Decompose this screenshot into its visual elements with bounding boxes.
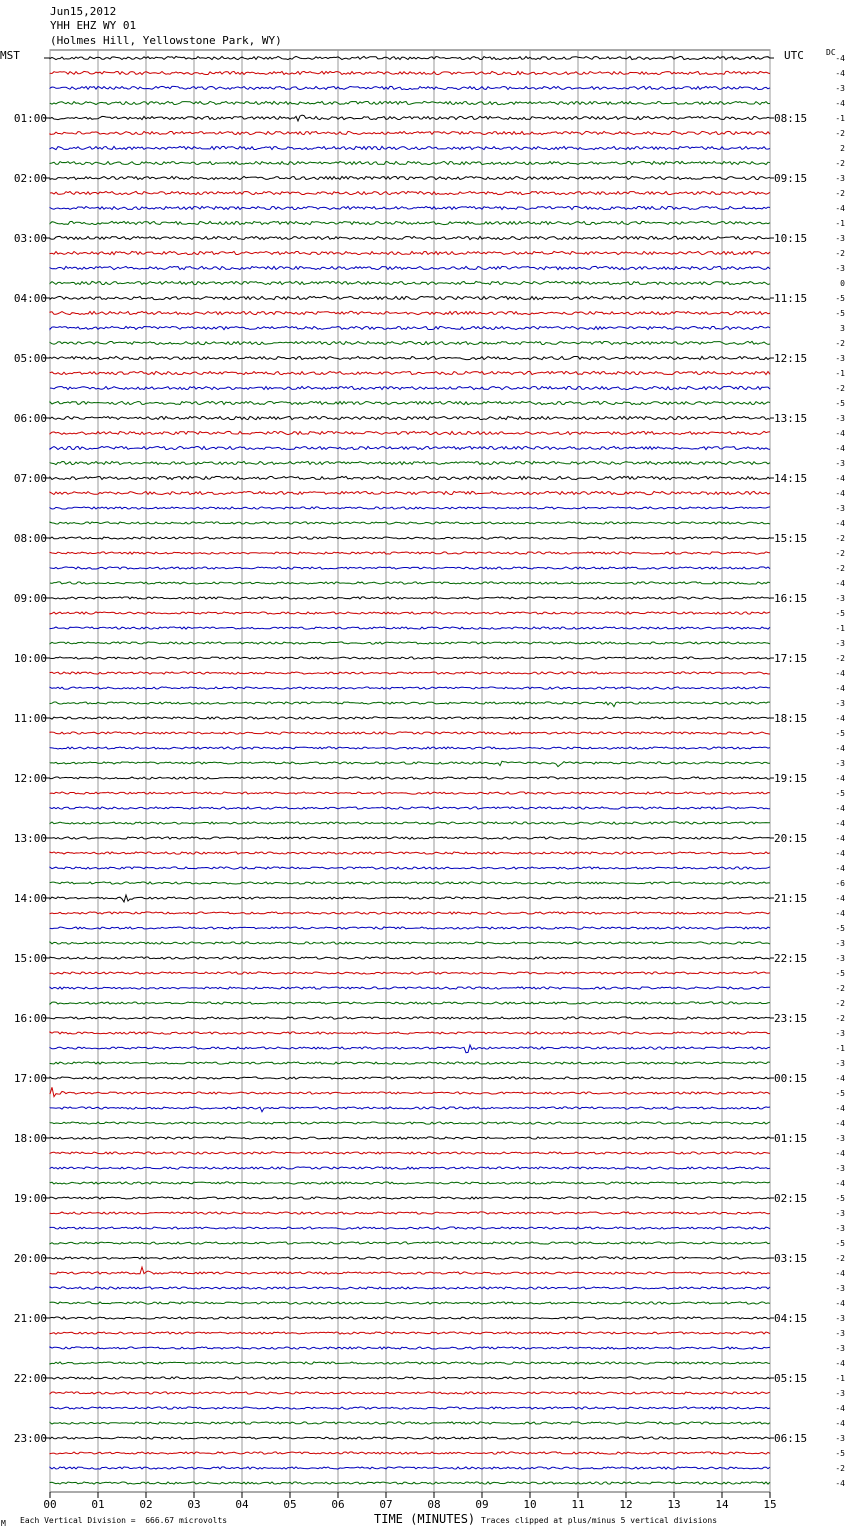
dc-offset-label: -1 (835, 1044, 845, 1053)
utc-hour-label: 21:15 (774, 892, 808, 905)
trace-line (50, 1077, 770, 1079)
trace-line (50, 401, 770, 404)
trace-line (50, 1422, 770, 1424)
trace-line (50, 311, 770, 314)
trace-line (50, 1122, 770, 1124)
utc-hour-label: 16:15 (774, 592, 808, 605)
dc-offset-label: -4 (835, 1419, 845, 1428)
dc-offset-label: -3 (835, 174, 845, 183)
dc-offset-label: -2 (835, 384, 845, 393)
trace-line (50, 1032, 770, 1034)
trace-line (50, 1437, 770, 1439)
x-tick-label: 00 (43, 1498, 57, 1511)
x-tick-label: 08 (427, 1498, 441, 1511)
dc-offset-label: -2 (835, 1464, 845, 1473)
mst-hour-label: 01:00 (13, 112, 47, 125)
x-tick-label: 04 (235, 1498, 249, 1511)
dc-offset-label: -3 (835, 759, 845, 768)
dc-offset-label: 2 (840, 144, 845, 153)
dc-offset-label: -3 (835, 639, 845, 648)
x-tick-label: 05 (283, 1498, 297, 1511)
trace-line (50, 56, 770, 59)
x-tick-label: 01 (91, 1498, 105, 1511)
footer-mark: M (1, 1519, 6, 1528)
utc-hour-label: 04:15 (774, 1312, 808, 1325)
dc-offset-label: -3 (835, 1344, 845, 1353)
trace-line (50, 777, 770, 779)
trace-line (50, 1467, 770, 1469)
mst-hour-label: 14:00 (13, 892, 47, 905)
trace-line (50, 1452, 770, 1454)
trace-line (50, 1347, 770, 1349)
x-tick-label: 03 (187, 1498, 201, 1511)
trace-line (50, 1317, 770, 1319)
mst-hour-label: 11:00 (13, 712, 47, 725)
trace-line (50, 732, 770, 734)
dc-offset-label: -4 (835, 579, 845, 588)
trace-line (50, 1302, 770, 1304)
mst-hour-label: 04:00 (13, 292, 47, 305)
mst-hour-label: 19:00 (13, 1192, 47, 1205)
utc-hour-label: 03:15 (774, 1252, 808, 1265)
dc-offset-label: -3 (835, 1134, 845, 1143)
dc-offset-label: -3 (835, 414, 845, 423)
dc-offset-label: -4 (835, 1404, 845, 1413)
trace-line (50, 251, 770, 254)
mst-hour-label: 22:00 (13, 1372, 47, 1385)
trace-line (50, 1182, 770, 1184)
trace-line (50, 476, 770, 479)
dc-offset-label: -2 (835, 189, 845, 198)
dc-offset-label: -4 (835, 1179, 845, 1188)
dc-offset-label: -4 (835, 714, 845, 723)
mst-axis-label: MST (0, 49, 20, 62)
utc-hour-label: 17:15 (774, 652, 808, 665)
trace-line (50, 1152, 770, 1154)
utc-hour-label: 12:15 (774, 352, 808, 365)
dc-offset-label: -1 (835, 624, 845, 633)
dc-offset-label: -4 (835, 744, 845, 753)
mst-hour-label: 05:00 (13, 352, 47, 365)
dc-offset-label: -2 (835, 549, 845, 558)
dc-offset-label: -4 (835, 99, 845, 108)
mst-hour-label: 18:00 (13, 1132, 47, 1145)
trace-line (50, 582, 770, 584)
trace-line (50, 867, 770, 869)
trace-line (50, 1212, 770, 1214)
dc-offset-label: -2 (835, 249, 845, 258)
dc-offset-label: -4 (835, 444, 845, 453)
utc-hour-label: 01:15 (774, 1132, 808, 1145)
dc-offset-label: -4 (835, 1359, 845, 1368)
trace-line (50, 1377, 770, 1379)
trace-line (50, 131, 770, 134)
trace-line (50, 266, 770, 269)
dc-offset-label: -5 (835, 924, 845, 933)
dc-offset-label: -5 (835, 1239, 845, 1248)
trace-line (50, 191, 770, 194)
dc-offset-label: -3 (835, 1164, 845, 1173)
mst-hour-label: 02:00 (13, 172, 47, 185)
utc-hour-label: 09:15 (774, 172, 808, 185)
clip-note: Traces clipped at plus/minus 5 vertical divisions (481, 1516, 718, 1525)
trace-line (50, 761, 770, 766)
dc-offset-label: -4 (835, 1104, 845, 1113)
mst-hour-label: 17:00 (13, 1072, 47, 1085)
dc-offset-label: -5 (835, 729, 845, 738)
dc-offset-label: -2 (835, 339, 845, 348)
trace-line (50, 1407, 770, 1409)
trace-line (50, 491, 770, 494)
dc-offset-label: -3 (835, 234, 845, 243)
trace-line (50, 687, 770, 689)
trace-line (50, 627, 770, 629)
dc-offset-label: -3 (835, 1029, 845, 1038)
dc-offset-label: -2 (835, 129, 845, 138)
dc-offset-label: -3 (835, 354, 845, 363)
trace-line (50, 642, 770, 644)
dc-offset-label: -3 (835, 1059, 845, 1068)
trace-line (50, 446, 770, 449)
trace-line (50, 552, 770, 554)
utc-hour-label: 13:15 (774, 412, 808, 425)
trace-line (50, 115, 770, 121)
trace-line (50, 597, 770, 599)
trace-line (50, 792, 770, 794)
utc-hour-label: 23:15 (774, 1012, 808, 1025)
dc-offset-label: -3 (835, 939, 845, 948)
x-tick-label: 07 (379, 1498, 393, 1511)
utc-hour-label: 15:15 (774, 532, 808, 545)
utc-axis-label: UTC (784, 49, 804, 62)
plot-date: Jun15,2012 (50, 5, 117, 18)
utc-hour-label: 10:15 (774, 232, 808, 245)
trace-line (50, 942, 770, 944)
trace-line (50, 717, 770, 719)
dc-offset-label: -3 (835, 1314, 845, 1323)
utc-hour-label: 08:15 (774, 112, 808, 125)
x-axis-label: TIME (MINUTES) (374, 1512, 476, 1526)
dc-offset-label: -4 (835, 204, 845, 213)
dc-offset-label: -3 (835, 1224, 845, 1233)
trace-line (50, 895, 770, 902)
dc-offset-label: -2 (835, 654, 845, 663)
utc-hour-label: 22:15 (774, 952, 808, 965)
dc-offset-label: -4 (835, 894, 845, 903)
x-tick-label: 10 (523, 1498, 537, 1511)
utc-hour-label: 02:15 (774, 1192, 808, 1205)
trace-line (50, 1002, 770, 1004)
trace-line (50, 86, 770, 89)
dc-offset-label: -4 (835, 519, 845, 528)
trace-line (50, 822, 770, 824)
trace-line (50, 101, 770, 104)
dc-offset-label: -4 (835, 684, 845, 693)
utc-hour-label: 00:15 (774, 1072, 808, 1085)
trace-line (50, 461, 770, 464)
mst-hour-label: 03:00 (13, 232, 47, 245)
dc-offset-label: -5 (835, 1194, 845, 1203)
trace-line (50, 837, 770, 839)
dc-offset-label: -4 (835, 474, 845, 483)
dc-offset-label: -4 (835, 429, 845, 438)
trace-line (50, 912, 770, 914)
dc-offset-label: -1 (835, 1374, 845, 1383)
x-tick-label: 11 (571, 1498, 585, 1511)
trace-line (50, 221, 770, 224)
dc-offset-label: -4 (835, 864, 845, 873)
trace-line (50, 1137, 770, 1139)
dc-offset-label: -4 (835, 804, 845, 813)
dc-offset-label: -5 (835, 609, 845, 618)
dc-offset-label: -3 (835, 504, 845, 513)
dc-offset-label: -4 (835, 1479, 845, 1488)
dc-offset-label: -5 (835, 399, 845, 408)
trace-line (50, 1087, 770, 1096)
trace-line (50, 747, 770, 749)
dc-offset-label: -4 (835, 1119, 845, 1128)
dc-offset-label: -4 (835, 1074, 845, 1083)
mst-hour-label: 21:00 (13, 1312, 47, 1325)
trace-line (50, 341, 770, 344)
dc-offset-label: -1 (835, 219, 845, 228)
trace-line (50, 702, 770, 707)
trace-line (50, 296, 770, 299)
dc-offset-label: -4 (835, 54, 845, 63)
trace-line (50, 1287, 770, 1289)
trace-line (50, 1062, 770, 1064)
trace-line (50, 281, 770, 284)
trace-line (50, 1045, 770, 1053)
dc-offset-label: -3 (835, 699, 845, 708)
plot-frame (50, 50, 770, 1492)
trace-line (50, 957, 770, 959)
x-tick-label: 13 (667, 1498, 681, 1511)
dc-offset-label: -5 (835, 1089, 845, 1098)
dc-offset-label: -3 (835, 459, 845, 468)
dc-offset-label: -2 (835, 564, 845, 573)
trace-line (50, 206, 770, 209)
utc-hour-label: 20:15 (774, 832, 808, 845)
dc-offset-label: -6 (835, 879, 845, 888)
utc-hour-label: 14:15 (774, 472, 808, 485)
trace-line (50, 882, 770, 884)
dc-offset-label: -2 (835, 1254, 845, 1263)
utc-hour-label: 18:15 (774, 712, 808, 725)
trace-line (50, 1362, 770, 1364)
dc-offset-label: -1 (835, 369, 845, 378)
utc-hour-label: 05:15 (774, 1372, 808, 1385)
trace-line (50, 1257, 770, 1259)
dc-offset-label: -2 (835, 159, 845, 168)
trace-line (50, 431, 770, 434)
dc-offset-label: -3 (835, 1434, 845, 1443)
trace-line (50, 807, 770, 809)
trace-line (50, 672, 770, 674)
utc-hour-label: 06:15 (774, 1432, 808, 1445)
mst-hour-label: 15:00 (13, 952, 47, 965)
dc-offset-label: -4 (835, 1149, 845, 1158)
dc-offset-label: -1 (835, 114, 845, 123)
dc-offset-label: -4 (835, 1299, 845, 1308)
trace-line (50, 1267, 770, 1274)
trace-line (50, 236, 770, 239)
dc-offset-label: -3 (835, 264, 845, 273)
trace-line (50, 1017, 770, 1019)
trace-line (50, 657, 770, 659)
trace-line (50, 1332, 770, 1334)
trace-line (50, 1167, 770, 1169)
dc-offset-label: -5 (835, 789, 845, 798)
dc-offset-label: -3 (835, 594, 845, 603)
trace-line (50, 416, 770, 419)
trace-line (50, 537, 770, 539)
scale-note: Each Vertical Division = 666.67 microvolts (20, 1516, 228, 1525)
trace-line (50, 852, 770, 854)
station-location: (Holmes Hill, Yellowstone Park, WY) (50, 34, 282, 47)
x-tick-label: 06 (331, 1498, 345, 1511)
dc-label: DC (826, 48, 836, 57)
x-tick-label: 15 (763, 1498, 777, 1511)
mst-hour-label: 16:00 (13, 1012, 47, 1025)
dc-offset-label: -2 (835, 984, 845, 993)
x-tick-label: 14 (715, 1498, 729, 1511)
dc-offset-label: -5 (835, 294, 845, 303)
dc-offset-label: -4 (835, 489, 845, 498)
dc-offset-label: -4 (835, 909, 845, 918)
trace-line (50, 972, 770, 974)
dc-offset-label: -3 (835, 1284, 845, 1293)
dc-offset-label: -4 (835, 834, 845, 843)
trace-line (50, 371, 770, 374)
dc-offset-label: -4 (835, 819, 845, 828)
dc-offset-label: -2 (835, 999, 845, 1008)
dc-offset-label: -5 (835, 1449, 845, 1458)
mst-hour-label: 06:00 (13, 412, 47, 425)
utc-hour-label: 19:15 (774, 772, 808, 785)
trace-line (50, 1227, 770, 1229)
x-tick-label: 02 (139, 1498, 153, 1511)
trace-line (50, 1242, 770, 1244)
trace-line (50, 326, 770, 329)
dc-offset-label: -4 (835, 774, 845, 783)
dc-offset-label: -3 (835, 1329, 845, 1338)
mst-hour-label: 20:00 (13, 1252, 47, 1265)
utc-hour-label: 11:15 (774, 292, 808, 305)
trace-line (50, 1197, 770, 1199)
mst-hour-label: 12:00 (13, 772, 47, 785)
trace-line (50, 522, 770, 524)
trace-line (50, 161, 770, 164)
dc-offset-label: -2 (835, 534, 845, 543)
mst-hour-label: 08:00 (13, 532, 47, 545)
dc-offset-label: -5 (835, 309, 845, 318)
trace-line (50, 71, 770, 74)
trace-line (50, 612, 770, 614)
trace-line (50, 567, 770, 569)
trace-line (50, 1482, 770, 1484)
mst-hour-label: 10:00 (13, 652, 47, 665)
trace-line (50, 356, 770, 359)
trace-line (50, 507, 770, 509)
dc-offset-label: -3 (835, 1209, 845, 1218)
dc-offset-label: -5 (835, 969, 845, 978)
dc-offset-label: -3 (835, 84, 845, 93)
dc-offset-label: -4 (835, 1269, 845, 1278)
trace-line (50, 146, 770, 149)
station-code: YHH EHZ WY 01 (50, 19, 137, 32)
trace-line (50, 927, 770, 929)
mst-hour-label: 09:00 (13, 592, 47, 605)
dc-offset-label: -2 (835, 1014, 845, 1023)
trace-line (50, 1107, 770, 1112)
dc-offset-label: -3 (835, 954, 845, 963)
x-tick-label: 12 (619, 1498, 633, 1511)
dc-offset-label: -4 (835, 669, 845, 678)
dc-offset-label: -4 (835, 849, 845, 858)
dc-offset-label: -4 (835, 69, 845, 78)
trace-line (50, 1392, 770, 1394)
trace-line (50, 386, 770, 389)
trace-line (50, 176, 770, 179)
dc-offset-label: -3 (835, 1389, 845, 1398)
mst-hour-label: 13:00 (13, 832, 47, 845)
mst-hour-label: 07:00 (13, 472, 47, 485)
mst-hour-label: 23:00 (13, 1432, 47, 1445)
dc-offset-label: 3 (840, 324, 845, 333)
x-tick-label: 09 (475, 1498, 489, 1511)
dc-offset-label: 0 (840, 279, 845, 288)
trace-line (50, 987, 770, 989)
